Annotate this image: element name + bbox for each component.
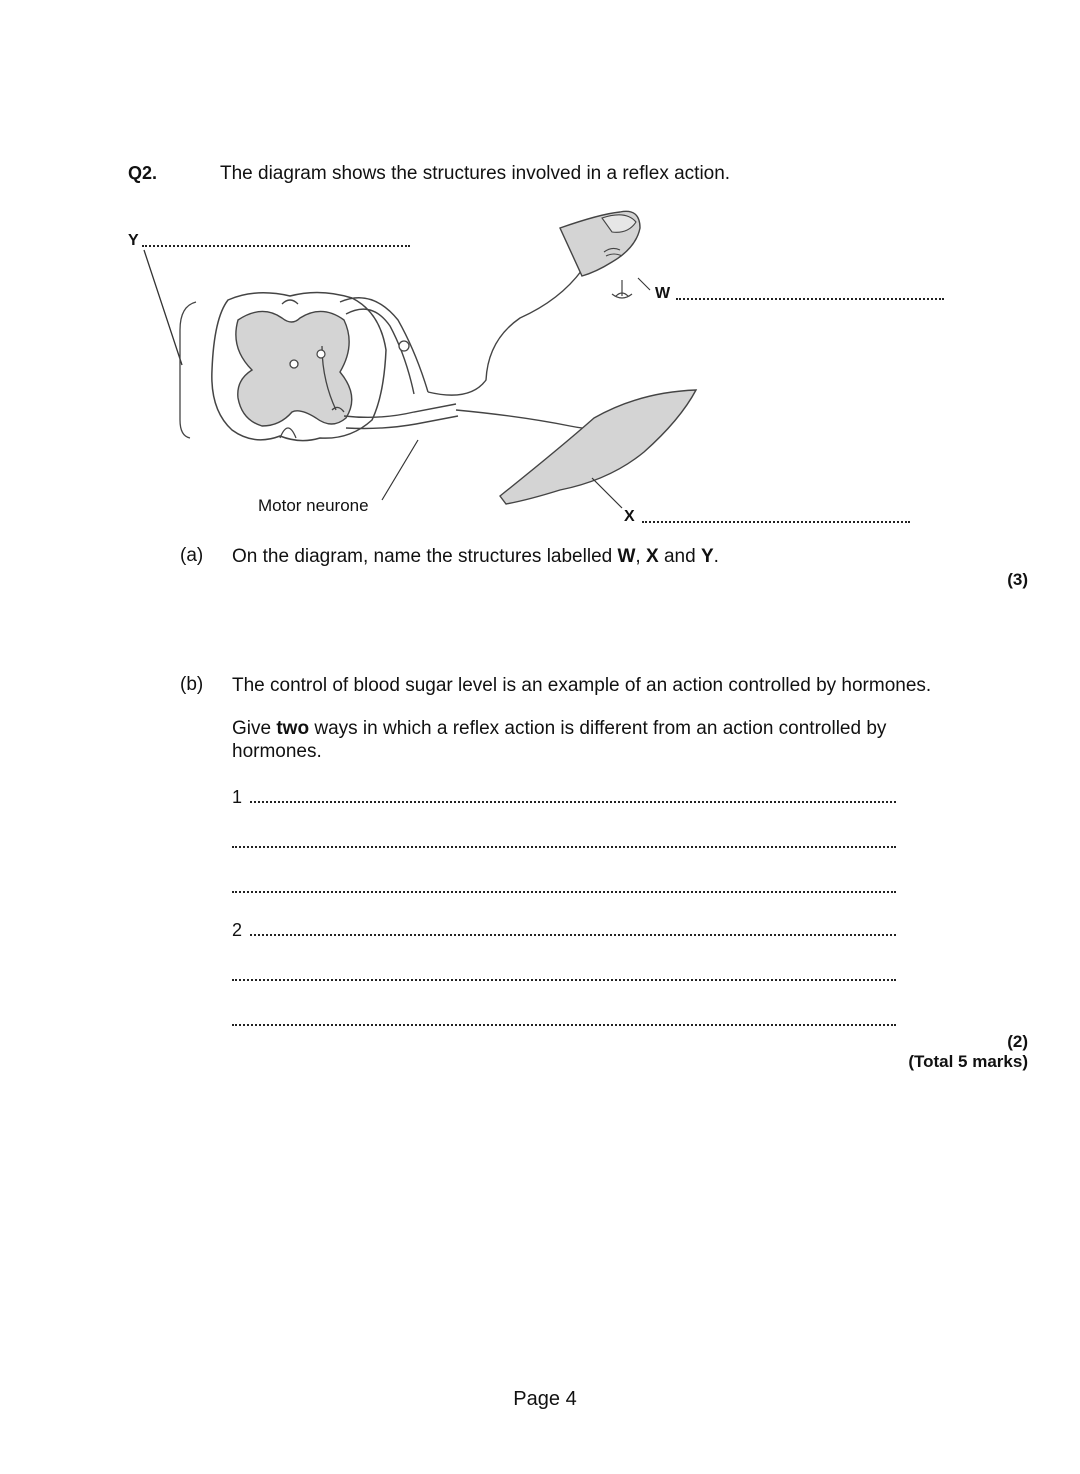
question-intro: The diagram shows the structures involved in a reflex action.	[220, 163, 731, 184]
part-a-comma: ,	[635, 546, 646, 567]
part-a-w: W	[617, 546, 636, 567]
label-x: X	[624, 508, 635, 525]
part-a-text-before: On the diagram, name the structures labelled	[232, 546, 618, 567]
part-b-prompt	[232, 717, 932, 763]
w-pointer-line	[638, 278, 650, 290]
central-canal	[290, 360, 298, 368]
motor-neurone-pointer	[382, 440, 418, 500]
part-b-prompt-bold: two	[276, 718, 310, 739]
answer-2-line-1[interactable]	[250, 934, 896, 936]
answer-1-line-3[interactable]	[232, 891, 896, 893]
x-pointer-line	[592, 478, 622, 508]
label-y: Y	[128, 232, 139, 249]
part-b-statement: The control of blood sugar level is an example of an action controlled by hormones.	[232, 675, 932, 696]
part-b-prompt-after: ways in which a reflex action is different from an action controlled by hormones.	[232, 718, 887, 762]
answer-2-line-3[interactable]	[232, 1024, 896, 1026]
answer-line-w[interactable]	[676, 298, 944, 300]
y-pointer-line	[144, 250, 182, 365]
muscle	[500, 390, 696, 504]
nerve-bracket	[180, 302, 196, 438]
answer-1-line-2[interactable]	[232, 846, 896, 848]
page-number: Page 4	[513, 1388, 577, 1410]
relay-neurone-body	[317, 350, 325, 358]
part-b-prompt-before: Give	[232, 718, 277, 739]
answer-2-number: 2	[232, 920, 243, 940]
dorsal-root-ganglion	[399, 341, 409, 351]
part-b-label: (b)	[180, 674, 204, 695]
part-a-x: X	[645, 546, 659, 567]
answer-line-y[interactable]	[142, 245, 410, 247]
label-motor-neurone: Motor neurone	[258, 496, 369, 515]
label-w: W	[655, 285, 671, 302]
part-a-and: and	[658, 546, 701, 567]
part-a-marks: (3)	[1007, 570, 1028, 589]
part-a-period: .	[713, 546, 719, 567]
answer-1-number: 1	[232, 787, 243, 807]
answer-2-line-2[interactable]	[232, 979, 896, 981]
total-marks: (Total 5 marks)	[908, 1052, 1028, 1071]
pin-icon	[612, 280, 632, 298]
part-a-y: Y	[700, 546, 714, 567]
motor-neurone-fibre	[456, 410, 600, 429]
answer-1-line-1[interactable]	[250, 801, 896, 803]
part-a-text	[232, 545, 719, 568]
part-b-marks: (2)	[1007, 1032, 1028, 1051]
sensory-neurone	[428, 252, 604, 395]
reflex-arc-diagram	[0, 0, 1080, 540]
part-a-label: (a)	[180, 545, 204, 566]
answer-line-x[interactable]	[642, 521, 910, 523]
question-number: Q2.	[128, 163, 158, 183]
